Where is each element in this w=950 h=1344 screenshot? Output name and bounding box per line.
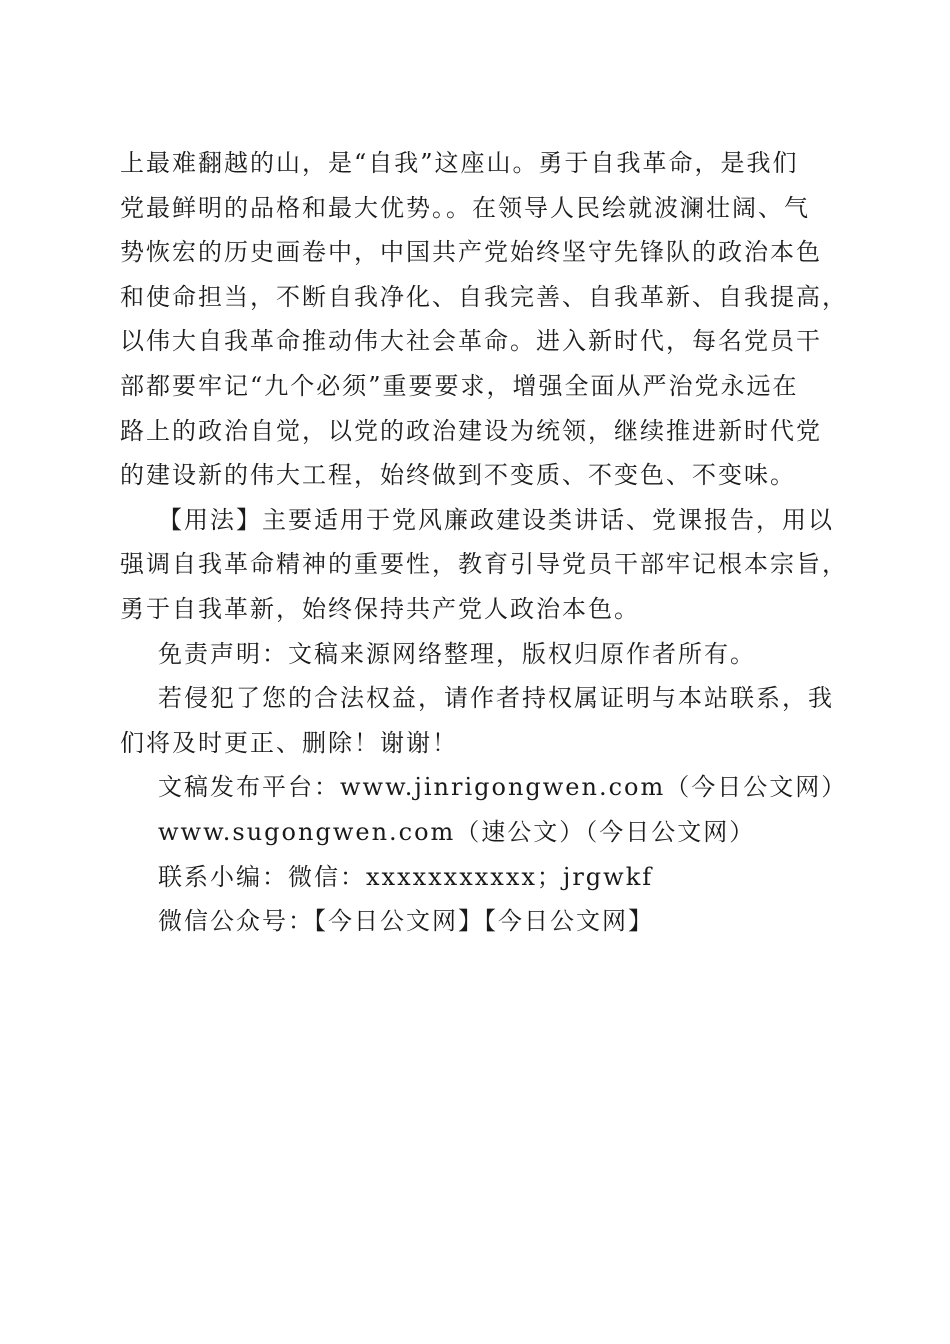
infringement-paragraph [120, 676, 832, 765]
infringement-line: 若侵犯了您的合法权益，请作者持权属证明与本站联系，我 [158, 684, 834, 713]
body-line: 路上的政治自觉，以党的政治建设为统领，继续推进新时代党 [120, 416, 822, 445]
body-line: 党最鲜明的品格和最大优势。。在领导人民绘就波澜壮阔、气 [120, 193, 810, 222]
body-paragraph [120, 141, 848, 498]
usage-line: 强调自我革命精神的重要性，教育引导党员干部牢记根本宗旨， [120, 550, 848, 579]
body-line: 上最难翻越的山，是“自我”这座山。勇于自我革命，是我们 [120, 149, 799, 177]
usage-line: 【用法】主要适用于党风廉政建设类讲话、党课报告，用以 [158, 505, 834, 534]
body-line: 势恢宏的历史画卷中，中国共产党始终坚守先锋队的政治本色 [120, 238, 822, 267]
usage-paragraph [120, 498, 848, 632]
disclaimer-text: 免责声明：文稿来源网络整理，版权归原作者所有。 [158, 639, 756, 668]
body-line: 的建设新的伟大工程，始终做到不变质、不变色、不变味。 [120, 461, 796, 490]
usage-line: 勇于自我革新，始终保持共产党人政治本色。 [120, 594, 640, 623]
contact-text: 联系小编：微信：xxxxxxxxxxx；jrgwkf [158, 862, 654, 891]
platform-text: 文稿发布平台：www.jinrigongwen.com（今日公文网） [158, 773, 848, 802]
body-line: 以伟大自我革命推动伟大社会革命。进入新时代，每名党员干 [120, 327, 822, 356]
infringement-line: 们将及时更正、删除！谢谢！ [120, 728, 458, 757]
platform-text-2: www.sugongwen.com（速公文）（今日公文网） [158, 817, 756, 846]
document-content [120, 141, 848, 944]
wechat-text: 微信公众号：【今日公文网】【今日公文网】 [158, 907, 654, 936]
body-line: 和使命担当，不断自我净化、自我完善、自我革新、自我提高， [120, 282, 848, 311]
body-line: 部都要牢记“九个必须”重要要求，增强全面从严治党永远在 [120, 371, 799, 400]
